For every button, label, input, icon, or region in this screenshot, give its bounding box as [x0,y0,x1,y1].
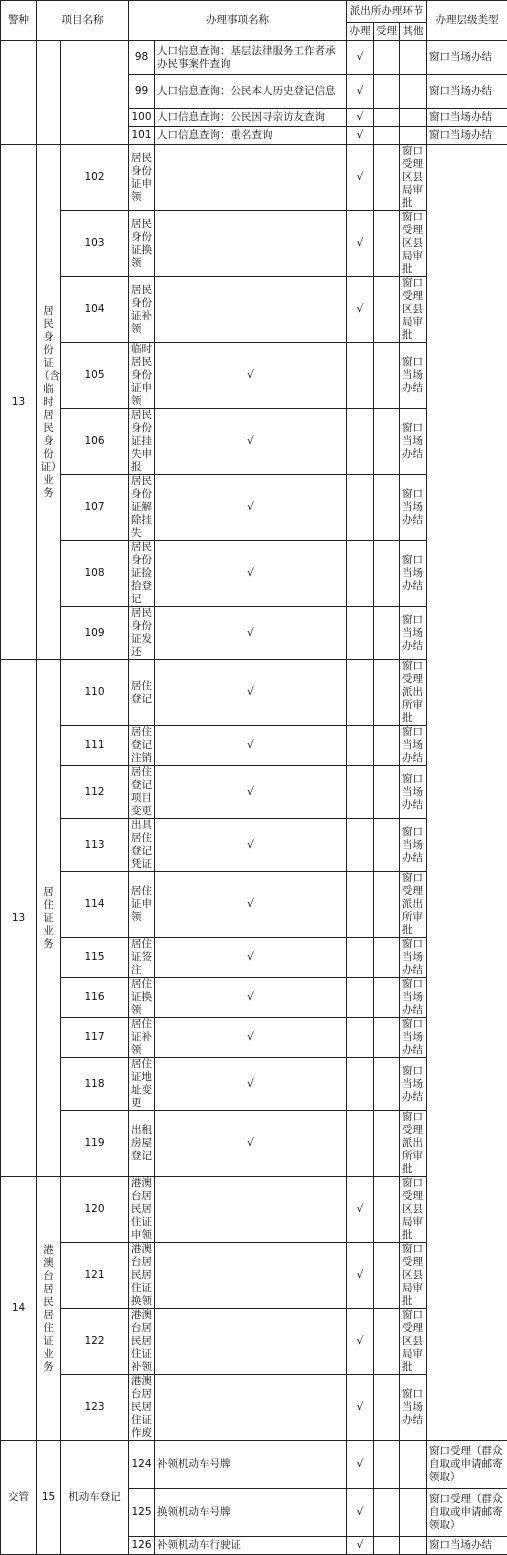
stage-accept-cell: √ [347,277,374,343]
item-name-cell: 出具居住登记凭证 [129,819,155,872]
stage-handle-cell [155,1375,347,1441]
table-row [1,475,507,541]
stage-accept-cell: √ [347,1375,374,1441]
level-type-cell: 窗口受理 派出所审批 [400,660,427,726]
level-type-cell: 窗口当场办结 [400,1018,427,1058]
level-type-cell: 窗口当场办结 [427,41,507,75]
stage-handle-cell: √ [155,607,347,660]
level-type-cell: 窗口当场办结 [427,127,507,145]
table-row [1,1441,507,1489]
stage-accept-cell: √ [347,1177,374,1243]
table-row [1,409,507,475]
item-name-cell: 人口信息查询：公民因寻亲访友查询 [155,109,347,127]
item-number-cell: 122 [61,1309,129,1375]
col-header-station-stage: 派出所办理环节 [347,1,427,23]
stage-other-cell [374,766,400,819]
item-number-cell: 106 [61,409,129,475]
item-name-cell: 居住证补领 [129,1018,155,1058]
table-row [1,1018,507,1058]
item-name-cell: 港澳台居民居住证换领 [129,1243,155,1309]
stage-handle-cell [155,211,347,277]
stage-other-cell [374,277,400,343]
stage-other-cell [374,211,400,277]
table-row [1,1058,507,1111]
stage-other-cell [374,541,400,607]
item-name-cell: 人口信息查询：基层法律服务工作者承办民事案件查询 [155,41,347,75]
stage-other-cell [374,1177,400,1243]
stage-accept-cell [374,109,400,127]
stage-other-cell [374,475,400,541]
stage-other-cell [374,1058,400,1111]
table-row [1,660,507,726]
stage-accept-cell: √ [347,145,374,211]
table-row [1,1375,507,1441]
item-name-cell: 居住证申领 [129,872,155,938]
item-name-cell: 人口信息查询：公民本人历史登记信息 [155,75,347,109]
item-number-cell: 109 [61,607,129,660]
col-header-handle: 办理 [347,23,374,41]
item-number-cell: 108 [61,541,129,607]
stage-accept-cell: √ [347,1243,374,1309]
stage-accept-cell [347,938,374,978]
stage-other-cell [400,1537,427,1555]
level-type-cell: 窗口受理（群众自取或申请邮寄领取） [427,1489,507,1537]
item-number-cell: 118 [61,1058,129,1111]
stage-handle-cell [155,277,347,343]
level-type-cell: 窗口受理 区县局审批 [400,277,427,343]
stage-handle-cell [155,145,347,211]
table-row [1,938,507,978]
item-number-cell: 100 [129,109,155,127]
item-name-cell: 居民身份证补领 [129,277,155,343]
stage-handle-cell [155,1243,347,1309]
item-name-cell: 居民身份证解除挂失 [129,475,155,541]
level-type-cell: 窗口受理 派出所审批 [400,872,427,938]
stage-other-cell [374,1111,400,1177]
item-number-cell: 115 [61,938,129,978]
item-number-cell: 117 [61,1018,129,1058]
stage-handle-cell: √ [155,819,347,872]
stage-accept-cell [374,1489,400,1537]
item-number-cell: 114 [61,872,129,938]
item-number-cell: 99 [129,75,155,109]
level-type-cell: 窗口受理 区县局审批 [400,1243,427,1309]
level-type-cell: 窗口当场办结 [400,607,427,660]
item-name-cell: 换领机动车号牌 [155,1489,347,1537]
stage-accept-cell [347,660,374,726]
stage-other-cell [374,409,400,475]
col-header-accept: 受理 [374,23,400,41]
item-number-cell: 123 [61,1375,129,1441]
item-name-cell: 居住登记项目变更 [129,766,155,819]
stage-other-cell [374,978,400,1018]
col-header-project-name: 项目名称 [37,1,129,41]
item-number-cell: 105 [61,343,129,409]
stage-other-cell [374,607,400,660]
item-name-cell: 居民身份证挂失申报 [129,409,155,475]
item-name-cell: 居住证签注 [129,938,155,978]
stage-accept-cell [374,41,400,75]
col-header-other: 其他 [400,23,427,41]
stage-other-cell [374,343,400,409]
stage-accept-cell [347,872,374,938]
table-row [1,1243,507,1309]
stage-other-cell [374,872,400,938]
project-name-cell: 机动车登记 [61,1441,129,1555]
stage-handle-cell: √ [155,409,347,475]
level-type-cell: 窗口受理 派出所审批 [400,1111,427,1177]
table-row [1,41,507,75]
stage-handle-cell: √ [347,109,374,127]
level-type-cell: 窗口当场办结 [400,541,427,607]
police-type-cell [1,41,37,145]
stage-handle-cell: √ [155,872,347,938]
stage-other-cell [400,109,427,127]
stage-handle-cell: √ [155,1111,347,1177]
stage-handle-cell: √ [347,1489,374,1537]
project-number-cell: 15 [37,1441,61,1555]
header-row-top [1,1,507,23]
stage-handle-cell: √ [347,41,374,75]
stage-accept-cell [347,726,374,766]
item-name-cell: 港澳台居民居住证作废 [129,1375,155,1441]
table-row [1,978,507,1018]
stage-handle-cell: √ [347,1537,374,1555]
item-number-cell: 113 [61,819,129,872]
table-row [1,211,507,277]
stage-accept-cell [374,127,400,145]
stage-handle-cell: √ [155,343,347,409]
table-row [1,872,507,938]
item-name-cell: 居住证地址变更 [129,1058,155,1111]
stage-handle-cell: √ [347,75,374,109]
item-number-cell: 110 [61,660,129,726]
item-number-cell: 120 [61,1177,129,1243]
level-type-cell: 窗口受理 区县局审批 [400,1309,427,1375]
table-row [1,819,507,872]
item-name-cell: 居民身份证申领 [129,145,155,211]
level-type-cell: 窗口受理 区县局审批 [400,145,427,211]
level-type-cell: 窗口当场办结 [400,475,427,541]
project-number-cell [37,41,61,145]
level-type-cell: 窗口受理 区县局审批 [400,1177,427,1243]
stage-handle-cell [155,1177,347,1243]
level-type-cell: 窗口当场办结 [400,409,427,475]
stage-handle-cell: √ [155,766,347,819]
stage-other-cell [400,41,427,75]
level-type-cell: 窗口当场办结 [400,819,427,872]
project-number-cell: 13 [1,145,37,660]
stage-handle-cell: √ [347,1441,374,1489]
stage-other-cell [400,1441,427,1489]
level-type-cell: 窗口受理 区县局审批 [400,211,427,277]
stage-accept-cell: √ [347,211,374,277]
stage-other-cell [400,75,427,109]
item-number-cell: 121 [61,1243,129,1309]
item-number-cell: 102 [61,145,129,211]
item-name-cell: 补领机动车行驶证 [155,1537,347,1555]
item-name-cell: 临时居民身份证申领 [129,343,155,409]
item-name-cell: 居住登记注销 [129,726,155,766]
item-name-cell: 出租房屋登记 [129,1111,155,1177]
level-type-cell: 窗口当场办结 [427,1537,507,1555]
table-row [1,1309,507,1375]
stage-accept-cell [347,607,374,660]
stage-accept-cell [347,343,374,409]
level-type-cell: 窗口当场办结 [427,109,507,127]
stage-accept-cell: √ [347,1309,374,1375]
item-name-cell: 港澳台居民居住证申领 [129,1177,155,1243]
level-type-cell: 窗口受理（群众自取或申请邮寄领取） [427,1441,507,1489]
level-type-cell: 窗口当场办结 [400,726,427,766]
level-type-cell: 窗口当场办结 [400,978,427,1018]
item-number-cell: 107 [61,475,129,541]
item-number-cell: 125 [129,1489,155,1537]
table-row [1,541,507,607]
col-header-level-type: 办理层级类型 [427,1,507,41]
stage-other-cell [374,145,400,211]
stage-accept-cell [347,409,374,475]
stage-accept-cell [347,1018,374,1058]
stage-handle-cell: √ [155,1018,347,1058]
table-row [1,766,507,819]
stage-other-cell [374,1243,400,1309]
stage-accept-cell [347,541,374,607]
item-number-cell: 101 [129,127,155,145]
item-number-cell: 111 [61,726,129,766]
item-name-cell: 居民身份证换领 [129,211,155,277]
table-row [1,277,507,343]
stage-accept-cell [347,1058,374,1111]
stage-other-cell [374,819,400,872]
stage-handle-cell: √ [155,1058,347,1111]
stage-accept-cell [374,75,400,109]
project-number-cell: 13 [1,660,37,1177]
stage-accept-cell [347,978,374,1018]
stage-other-cell [400,1489,427,1537]
stage-other-cell [374,1018,400,1058]
level-type-cell: 窗口当场办结 [400,766,427,819]
project-number-cell: 14 [1,1177,37,1441]
item-number-cell: 116 [61,978,129,1018]
level-type-cell: 窗口当场办结 [400,343,427,409]
stage-other-cell [374,726,400,766]
stage-accept-cell [347,819,374,872]
level-type-cell: 窗口当场办结 [400,938,427,978]
item-name-cell: 居住证换领 [129,978,155,1018]
stage-other-cell [374,1309,400,1375]
item-name-cell: 港澳台居民居住证补领 [129,1309,155,1375]
stage-handle-cell: √ [155,475,347,541]
level-type-cell: 窗口当场办结 [400,1058,427,1111]
level-type-cell: 窗口当场办结 [400,1375,427,1441]
stage-handle-cell: √ [155,541,347,607]
stage-handle-cell: √ [155,660,347,726]
level-type-cell: 窗口当场办结 [427,75,507,109]
stage-accept-cell [374,1537,400,1555]
table-row [1,726,507,766]
stage-handle-cell [155,1309,347,1375]
item-name-cell: 居民身份证捡拾登记 [129,541,155,607]
table-row [1,607,507,660]
stage-other-cell [374,1375,400,1441]
item-number-cell: 126 [129,1537,155,1555]
col-header-item-name: 办理事项名称 [129,1,347,41]
project-name-cell: 港澳台居民居住证业务 [37,1177,61,1441]
table-row [1,145,507,211]
project-name-cell [61,41,129,145]
police-type-cell: 交管 [1,1441,37,1555]
item-number-cell: 112 [61,766,129,819]
item-number-cell: 98 [129,41,155,75]
stage-accept-cell [374,1441,400,1489]
table-body [1,41,507,1555]
project-name-cell: 居民身份证（含临时居民身份证）业务 [37,145,61,660]
item-name-cell: 人口信息查询：重名查询 [155,127,347,145]
table-row [1,343,507,409]
stage-other-cell [374,938,400,978]
project-name-cell: 居住证业务 [37,660,61,1177]
item-name-cell: 居民身份证发还 [129,607,155,660]
item-name-cell: 补领机动车号牌 [155,1441,347,1489]
stage-other-cell [374,660,400,726]
stage-accept-cell [347,766,374,819]
stage-handle-cell: √ [347,127,374,145]
stage-accept-cell [347,475,374,541]
stage-accept-cell [347,1111,374,1177]
col-header-police-type: 警种 [1,1,37,41]
stage-handle-cell: √ [155,938,347,978]
table-row [1,1177,507,1243]
item-number-cell: 104 [61,277,129,343]
table-row [1,1111,507,1177]
item-number-cell: 124 [129,1441,155,1489]
item-name-cell: 居住登记 [129,660,155,726]
stage-handle-cell: √ [155,978,347,1018]
item-number-cell: 119 [61,1111,129,1177]
stage-other-cell [400,127,427,145]
stage-handle-cell: √ [155,726,347,766]
item-number-cell: 103 [61,211,129,277]
